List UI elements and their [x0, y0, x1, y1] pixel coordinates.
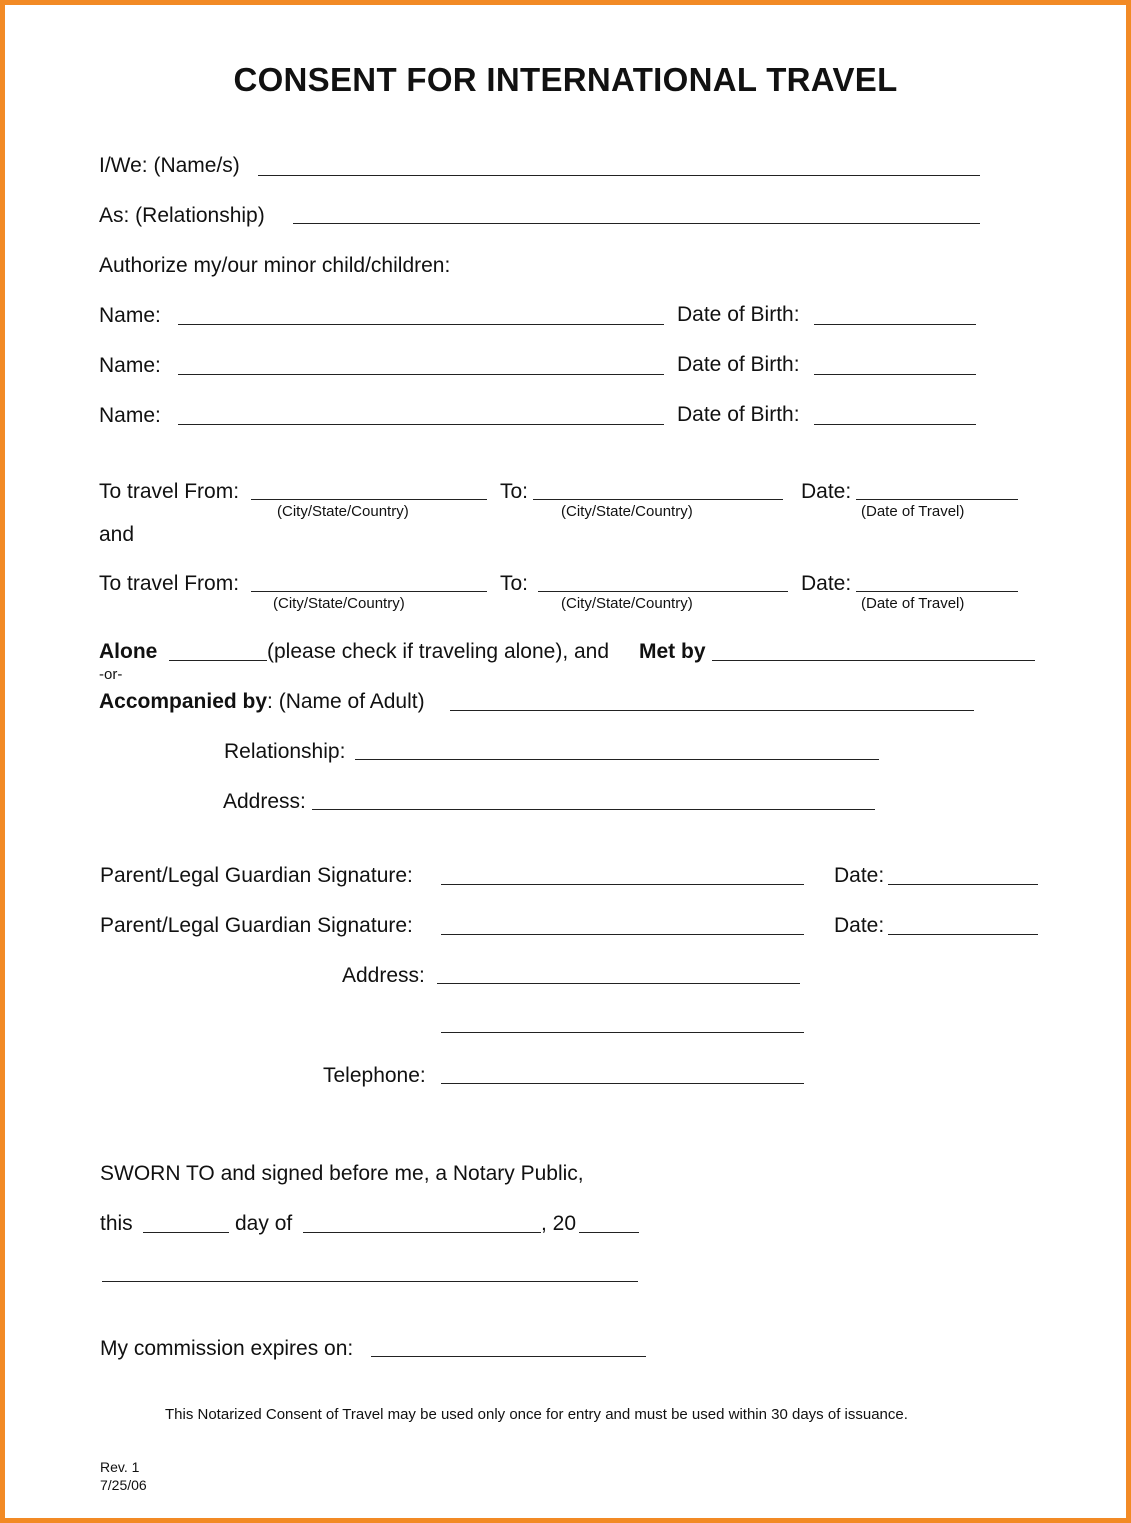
travel-date-field[interactable] — [856, 499, 1018, 500]
guardian-signature-label: Parent/Legal Guardian Signature: — [100, 864, 413, 887]
month-field[interactable] — [303, 1232, 541, 1233]
sworn-statement: SWORN TO and signed before me, a Notary Public, — [100, 1162, 584, 1185]
revision-label: Rev. 1 — [100, 1459, 140, 1475]
travel-to-label: To: — [500, 480, 529, 503]
travel-to-field[interactable] — [533, 499, 783, 500]
travel-to-caption: (City/State/Country) — [561, 503, 693, 520]
names-label: I/We: (Name/s) — [99, 154, 240, 177]
guardian-address-line2-field[interactable] — [441, 1032, 804, 1033]
page-title: CONSENT FOR INTERNATIONAL TRAVEL — [233, 61, 898, 98]
child-name-field[interactable] — [178, 374, 664, 375]
accompanied-by-rest: : (Name of Adult) — [267, 690, 425, 713]
commission-label: My commission expires on: — [100, 1337, 354, 1360]
guardian-signature-field[interactable] — [441, 884, 804, 885]
met-by-field[interactable] — [712, 660, 1035, 661]
year-field[interactable] — [579, 1232, 639, 1233]
revision-date: 7/25/06 — [100, 1477, 147, 1493]
footer-note: This Notarized Consent of Travel may be used only once for entry and must be used within 30 days of issuance. — [165, 1406, 908, 1423]
child-name-field[interactable] — [178, 324, 664, 325]
travel-from-caption: (City/State/Country) — [277, 503, 409, 520]
year-prefix: , 20 — [541, 1212, 577, 1235]
guardian-signature-label: Parent/Legal Guardian Signature: — [100, 914, 413, 937]
guardian-date-field[interactable] — [888, 934, 1038, 935]
alone-check-field[interactable] — [169, 660, 267, 661]
adult-relationship-field[interactable] — [355, 759, 879, 760]
guardian-date-label: Date: — [834, 914, 885, 937]
or-separator: -or- — [99, 666, 123, 683]
travel-from-label: To travel From: — [99, 480, 240, 503]
guardian-date-field[interactable] — [888, 884, 1038, 885]
child-dob-field[interactable] — [814, 374, 976, 375]
travel-date-label: Date: — [801, 480, 852, 503]
child-name-label: Name: — [99, 404, 161, 427]
travel-from-caption: (City/State/Country) — [273, 595, 405, 612]
day-of-label: day of — [235, 1212, 293, 1235]
accompanied-by-bold: Accompanied by — [99, 690, 268, 713]
guardian-date-label: Date: — [834, 864, 885, 887]
commission-date-field[interactable] — [371, 1356, 646, 1357]
alone-label: Alone — [99, 640, 158, 663]
guardian-address-field[interactable] — [437, 983, 800, 984]
authorize-label: Authorize my/our minor child/children: — [99, 254, 451, 277]
travel-to-label: To: — [500, 572, 529, 595]
child-dob-label: Date of Birth: — [677, 353, 800, 376]
child-dob-field[interactable] — [814, 424, 976, 425]
adult-address-field[interactable] — [312, 809, 875, 810]
travel-to-field[interactable] — [538, 591, 788, 592]
child-dob-label: Date of Birth: — [677, 403, 800, 426]
travel-date-field[interactable] — [856, 591, 1018, 592]
child-dob-field[interactable] — [814, 324, 976, 325]
notary-signature-field[interactable] — [102, 1281, 638, 1282]
alone-note: (please check if traveling alone), and — [267, 640, 610, 663]
guardian-signature-field[interactable] — [441, 934, 804, 935]
travel-date-caption: (Date of Travel) — [861, 503, 965, 520]
travel-from-field[interactable] — [251, 499, 487, 500]
adult-address-label: Address: — [223, 790, 306, 813]
child-name-field[interactable] — [178, 424, 664, 425]
this-label: this — [100, 1212, 133, 1235]
met-by-label: Met by — [639, 640, 706, 663]
child-name-label: Name: — [99, 304, 161, 327]
relationship-label: As: (Relationship) — [99, 204, 265, 227]
day-field[interactable] — [143, 1232, 229, 1233]
travel-date-label: Date: — [801, 572, 852, 595]
travel-to-caption: (City/State/Country) — [561, 595, 693, 612]
accompanied-label — [99, 691, 425, 712]
telephone-field[interactable] — [441, 1083, 804, 1084]
travel-date-caption: (Date of Travel) — [861, 595, 965, 612]
travel-from-label: To travel From: — [99, 572, 240, 595]
adult-relationship-label: Relationship: — [224, 740, 346, 763]
travel-from-field[interactable] — [251, 591, 487, 592]
names-field[interactable] — [258, 175, 980, 176]
relationship-field[interactable] — [293, 223, 980, 224]
child-name-label: Name: — [99, 354, 161, 377]
accompanied-by-field[interactable] — [450, 710, 974, 711]
guardian-address-label: Address: — [342, 964, 425, 987]
telephone-label: Telephone: — [323, 1064, 426, 1087]
and-label: and — [99, 523, 135, 546]
child-dob-label: Date of Birth: — [677, 303, 800, 326]
